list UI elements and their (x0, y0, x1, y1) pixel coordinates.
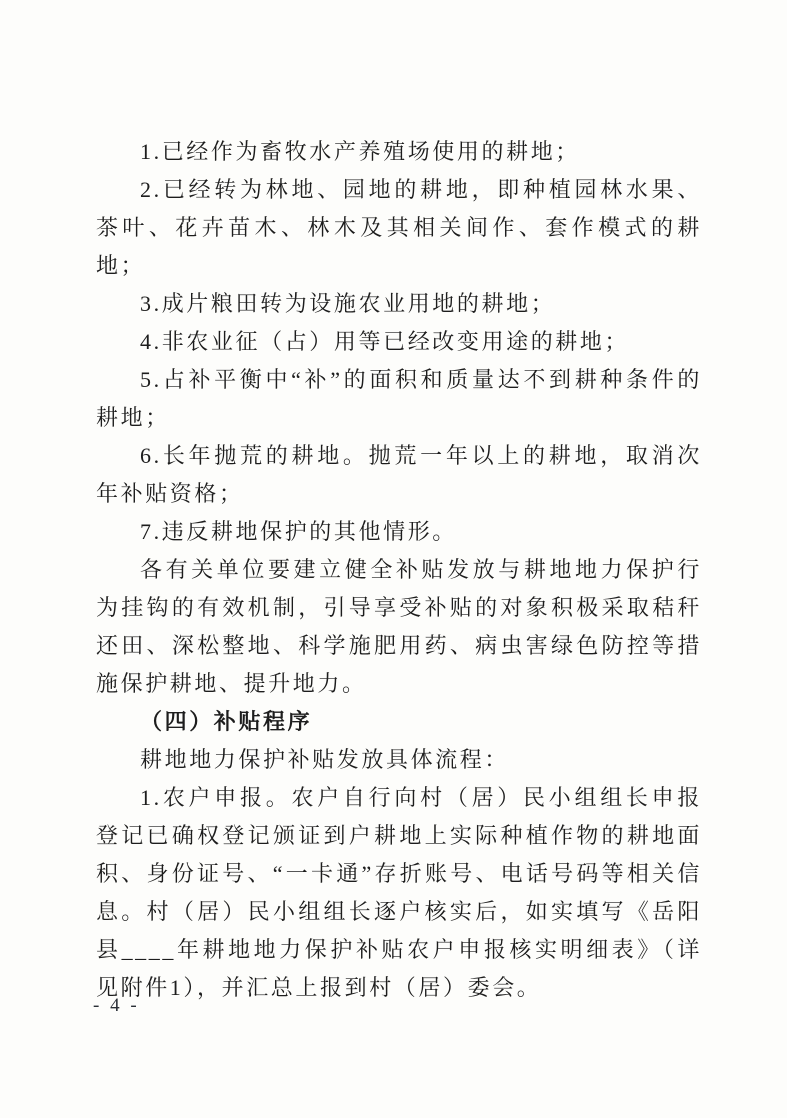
paragraph: 1.已经作为畜牧水产养殖场使用的耕地； (140, 139, 580, 164)
paragraph: 7.违反耕地保护的其他情形。 (140, 519, 457, 544)
paragraph: 4.非农业征（占）用等已经改变用途的耕地； (140, 329, 630, 354)
document-body (96, 133, 702, 1007)
paragraph: 耕地地力保护补贴发放具体流程： (140, 747, 510, 772)
paragraph: 6.长年抛荒的耕地。抛荒一年以上的耕地，取消次年补贴资格； (96, 443, 702, 506)
paragraph: 各有关单位要建立健全补贴发放与耕地地力保护行为挂钩的有效机制，引导享受补贴的对象积极采取秸秆还田、深松整地、科学施肥用药、病虫害绿色防控等措施保护耕地、提升地力。 (96, 557, 702, 696)
paragraph: 1.农户申报。农户自行向村（居）民小组组长申报登记已确权登记颁证到户耕地上实际种植作物的耕地面积、身份证号、“一卡通”存折账号、电话号码等相关信息。村（居）民小组组长逐户核实后，如实填写《岳阳县____年耕地地力保护补贴农户申报核实明细表》（详见附件1），并汇总上报到村（居）委会。 (96, 785, 702, 1000)
section-heading: （四）补贴程序 (140, 709, 313, 734)
paragraph: 5.占补平衡中“补”的面积和质量达不到耕种条件的耕地； (96, 367, 702, 430)
page-number: - 4 - (93, 995, 140, 1016)
paragraph: 3.成片粮田转为设施农业用地的耕地； (140, 291, 556, 316)
paragraph: 2.已经转为林地、园地的耕地，即种植园林水果、茶叶、花卉苗木、林木及其相关间作、套作模式的耕地； (96, 177, 702, 278)
